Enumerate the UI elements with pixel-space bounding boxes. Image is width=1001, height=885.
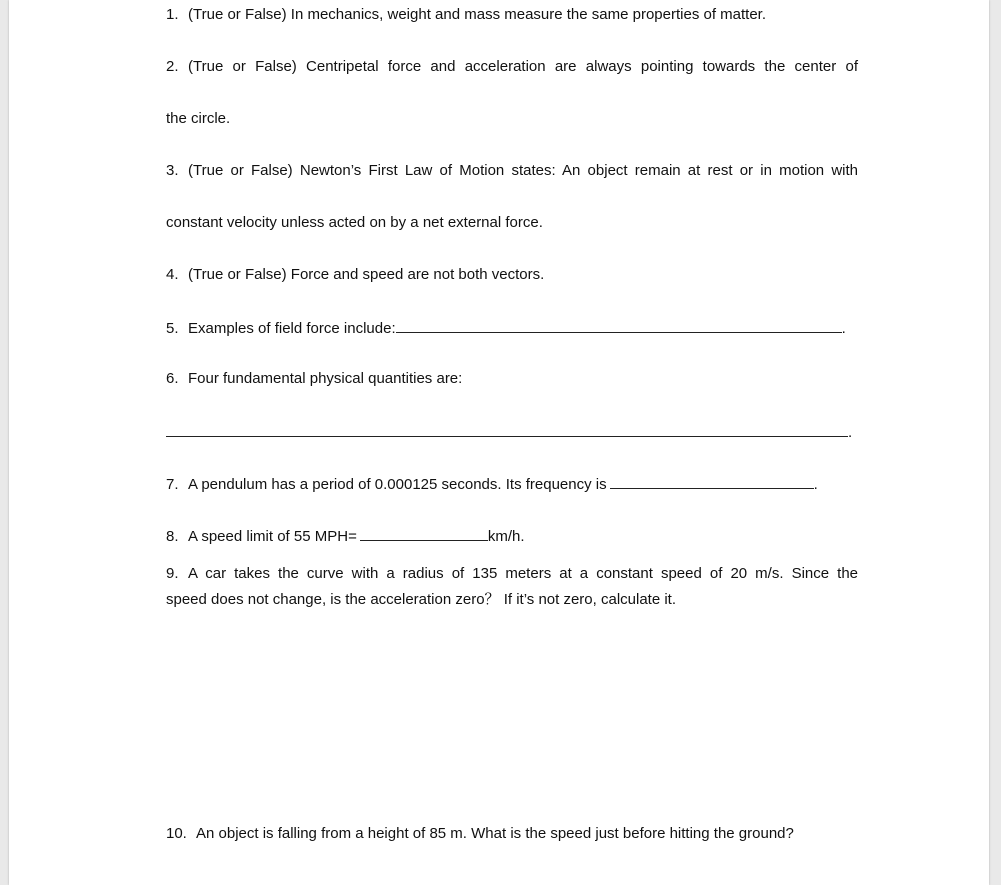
question-number: 1.	[166, 6, 179, 23]
question-text: A pendulum has a period of 0.000125 seconds. Its frequency is	[188, 476, 607, 493]
question-text-line-2: the circle.	[166, 110, 231, 127]
question-end: .	[813, 476, 818, 493]
question-number: 4.	[166, 266, 179, 283]
question-6	[166, 370, 462, 388]
question-9	[166, 565, 858, 583]
question-5	[166, 318, 846, 338]
answer-unit: km/h.	[487, 528, 525, 545]
document-page	[9, 0, 989, 885]
answer-blank[interactable]	[610, 474, 814, 489]
question-text-line-1: A car takes the curve with a radius of 135 meters at a constant speed of 20 m/s. Since the	[188, 565, 858, 582]
question-text-line-2: constant velocity unless acted on by a net external force.	[166, 214, 543, 231]
question-text-line-2: speed does not change, is the acceleration zero？ If it’s not zero, calculate it.	[166, 591, 677, 608]
question-8	[166, 526, 525, 546]
question-number: 10.	[166, 825, 187, 842]
answer-blank[interactable]	[166, 422, 848, 437]
question-text: (True or False) Force and speed are not both vectors.	[188, 266, 545, 283]
question-2-continued	[166, 110, 230, 128]
question-10	[166, 825, 794, 843]
question-number: 8.	[166, 528, 179, 545]
question-end: .	[841, 320, 846, 337]
question-end: .	[848, 424, 853, 441]
question-text: A speed limit of 55 MPH=	[188, 528, 357, 545]
question-text: Four fundamental physical quantities are:	[188, 370, 463, 387]
question-7	[166, 474, 818, 494]
question-number: 2.	[166, 58, 179, 75]
question-6-answer-line	[166, 422, 852, 442]
question-2	[166, 58, 858, 76]
question-text: Examples of field force include:	[188, 320, 396, 337]
question-text: (True or False) In mechanics, weight and mass measure the same properties of matter.	[188, 6, 767, 23]
question-1	[166, 6, 766, 24]
question-3-continued	[166, 214, 543, 232]
question-3	[166, 162, 858, 180]
answer-blank[interactable]	[396, 318, 842, 333]
question-number: 6.	[166, 370, 179, 387]
question-text: An object is falling from a height of 85 m. What is the speed just before hitting the ground?	[196, 825, 794, 842]
answer-blank[interactable]	[360, 526, 488, 541]
question-9-continued	[166, 591, 676, 609]
question-text-line-1: (True or False) Newton’s First Law of Motion states: An object remain at rest or in motion with	[188, 162, 858, 179]
question-number: 5.	[166, 320, 179, 337]
question-number: 3.	[166, 162, 179, 179]
question-number: 7.	[166, 476, 179, 493]
question-text-line-1: (True or False) Centripetal force and acceleration are always pointing towards the center of	[188, 58, 858, 75]
question-4	[166, 266, 544, 284]
question-number: 9.	[166, 565, 179, 582]
